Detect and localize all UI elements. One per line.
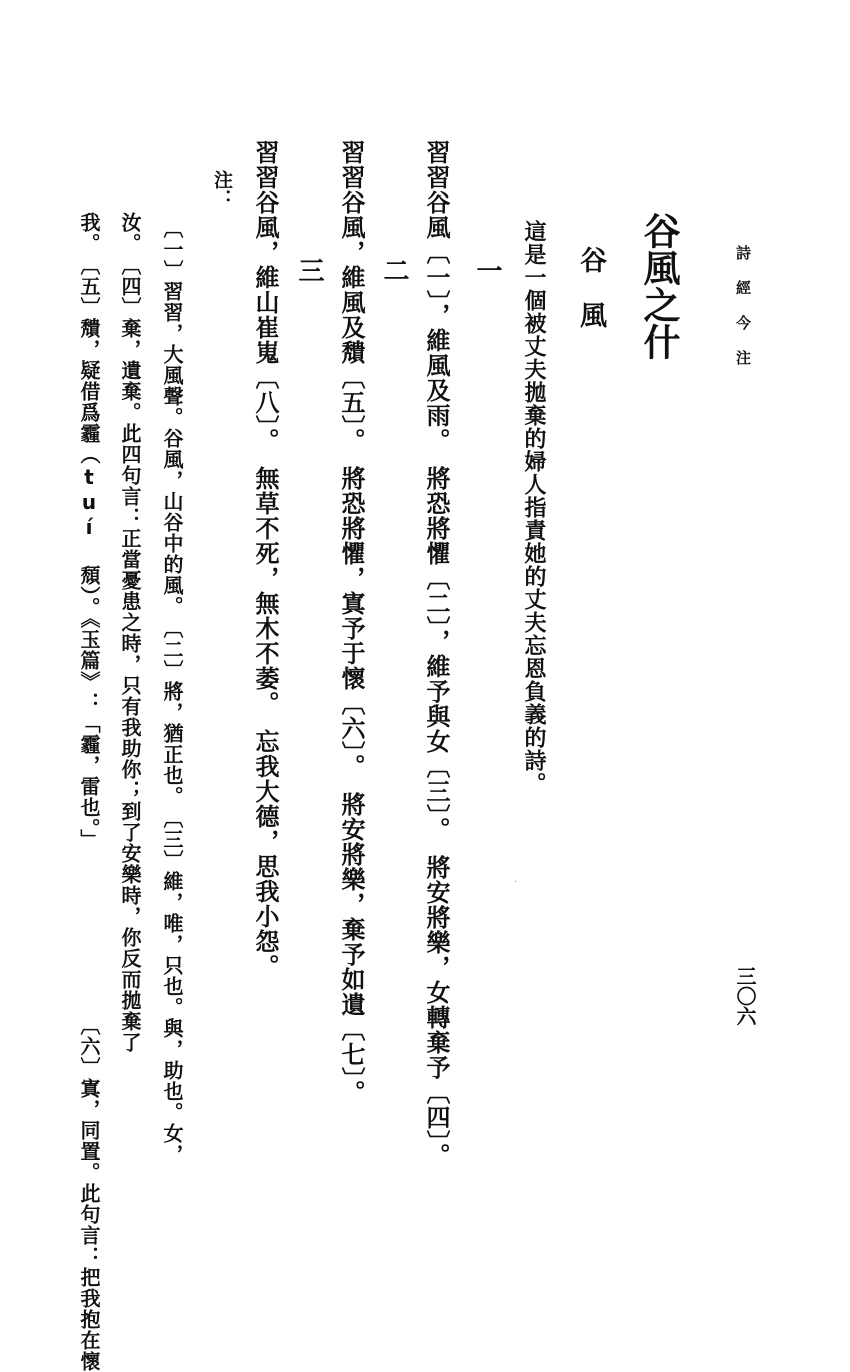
ink-speck (515, 881, 516, 882)
section-title: 谷風之什 (637, 212, 680, 360)
stanza-number-2: 二 (379, 257, 409, 283)
note-line-1: 〔一〕習習，大風聲。谷風，山谷中的風。 〔二〕將，猶正也。 〔三〕維，唯，只也。與，助也。女， (160, 218, 184, 1165)
note-line-4: 〔六〕寘，同置。此句言：把我抱在懷 (77, 1015, 101, 1372)
note-line-2: 汝。 〔四〕棄，遺棄。此四句言：正當憂患之時，只有我助你；到了安樂時，你反而拋棄了 (118, 212, 142, 1053)
notes-label: 注： (211, 170, 233, 208)
stanza-number-1: 一 (472, 257, 502, 283)
poem-title: 谷風 (575, 246, 606, 356)
page-number: 三〇六 (733, 966, 757, 1026)
poem-introduction: 這是一個被丈夫拋棄的婦人指責她的丈夫忘恩負義的詩。 (521, 220, 546, 795)
note-line-3: 我。 〔五〕穨，疑借爲霾（tuí 頹）。《玉篇》：「霾，雷也。」 (77, 212, 101, 850)
stanza-number-3: 三 (294, 257, 324, 283)
stanza-text-1: 習習谷風〔一〕，維風及雨。 將恐將懼〔二〕，維予與女〔三〕。 將安將樂，女轉棄予〔四〕。 (422, 140, 450, 1168)
stanza-text-3: 習習谷風，維山崔嵬〔八〕。 無草不死，無木不萎。 忘我大德，思我小怨。 (251, 140, 279, 979)
running-head: 詩經今注 (734, 245, 752, 385)
stanza-text-2: 習習谷風，維風及穨〔五〕。 將恐將懼，寘予于懷〔六〕。 將安將樂，棄予如遺〔七〕。 (337, 140, 365, 1105)
